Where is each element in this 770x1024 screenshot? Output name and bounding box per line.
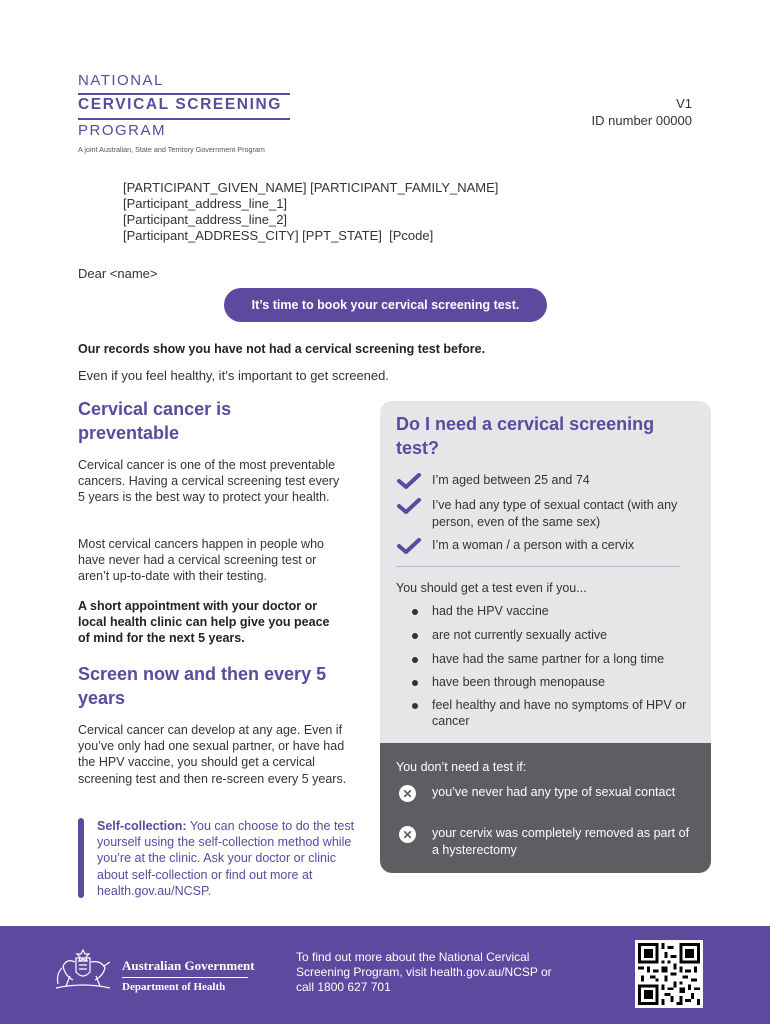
address-line: [Participant_address_line_2] (123, 212, 288, 227)
document-meta (592, 95, 692, 129)
bullet-icon (412, 703, 418, 709)
greeting: Dear <name> (78, 266, 158, 281)
gov-logo-rule (122, 977, 248, 978)
bullet-icon (412, 657, 418, 663)
self-collection-accent-bar (78, 818, 84, 898)
check-item (396, 472, 692, 490)
qr-code-icon[interactable] (635, 940, 703, 1008)
call-to-action-banner: It’s time to book your cervical screening test. (224, 288, 547, 322)
close-circle-icon: ✕ (399, 826, 416, 843)
version-label: V1 (676, 96, 692, 111)
heading-preventable: Cervical cancer is preventable (78, 399, 232, 443)
check-icon (396, 472, 422, 490)
paragraph-most-cancers: Most cervical cancers happen in people who have never had a cervical screening test or aren’t up-to-date with their testing. (78, 537, 324, 584)
paragraph-preventable: Cervical cancer is one of the most preventable cancers. Having a cervical screening test every 5 years is the best way to protect your health. (78, 458, 340, 505)
paragraph-short-appointment: A short appointment with your doctor or local health clinic can help give you peace of mind for the next 5 years. (78, 599, 330, 646)
healthy-statement: Even if you feel healthy, it’s important to get screened. (78, 368, 389, 383)
self-collection-text: You can choose to do the test yourself using the self-collection method while you’re at the clinic. Ask your doctor or clinic about self-collection or find out more at health.gov.au/NCSP. (97, 819, 355, 898)
list-item (412, 603, 697, 619)
logo-line-national: NATIONAL (78, 72, 164, 89)
gov-logo-line1: Australian Government (122, 958, 255, 973)
list-item (412, 627, 697, 643)
list-item-text: feel healthy and have no symptoms of HPV or cancer (432, 698, 687, 728)
close-circle-icon: ✕ (399, 785, 416, 802)
list-item (412, 674, 697, 690)
list-item-text: are not currently sexually active (432, 628, 608, 642)
logo-tagline: A joint Australian, State and Territory Government Program (78, 145, 265, 154)
id-number: ID number 00000 (591, 113, 692, 128)
check-item-text: I’ve had any type of sexual contact (with any person, even of the same sex) (432, 498, 678, 529)
check-icon (396, 497, 422, 515)
list-item-text: had the HPV vaccine (432, 604, 549, 618)
qr-code-graphic (638, 943, 700, 1005)
coat-of-arms-icon (48, 946, 118, 992)
heading-screen-now: Screen now and then every 5 years (78, 664, 327, 708)
address-line: [PARTICIPANT_GIVEN_NAME] [PARTICIPANT_FAMILY_NAME] (123, 180, 499, 195)
australian-government-logo (122, 958, 255, 993)
participant-address (123, 180, 498, 244)
exclusion-item (399, 825, 694, 858)
paragraph-develop-any-age: Cervical cancer can develop at any age. Even if you’ve only had one sexual partner, or have had the HPV vaccine, you should get a cervical screening test and then re-screen every 5 years. (78, 723, 347, 786)
logo-rule-bottom (78, 118, 290, 120)
check-item-text: I’m aged between 25 and 74 (432, 473, 590, 487)
logo-line-program: PROGRAM (78, 122, 167, 139)
self-collection-label: Self-collection: (97, 819, 187, 833)
logo-rule-top (78, 93, 290, 95)
check-icon (396, 537, 422, 555)
gov-logo-line2: Department of Health (122, 981, 226, 993)
bullet-icon (412, 680, 418, 686)
check-item-text: I’m a woman / a person with a cervix (432, 538, 635, 552)
list-item-text: have had the same partner for a long time (432, 652, 665, 666)
list-item (412, 697, 697, 729)
exclusion-item-text: your cervix was completely removed as part of a hysterectomy (432, 826, 690, 857)
list-item (412, 651, 697, 667)
address-line: [Participant_ADDRESS_CITY] [PPT_STATE] [Pcode] (123, 228, 434, 243)
exclusion-item-text: you’ve never had any type of sexual contact (432, 785, 676, 799)
self-collection-note (97, 818, 357, 899)
list-item-text: have been through menopause (432, 675, 606, 689)
bullet-icon (412, 633, 418, 639)
find-out-more-text: To find out more about the National Cervical Screening Program, visit health.gov.au/NCSP or call 1800 627 701 (296, 950, 552, 994)
bullet-icon (412, 609, 418, 615)
no-test-label: You don’t need a test if: (396, 760, 527, 774)
check-item (396, 497, 692, 531)
records-statement: Our records show you have not had a cervical screening test before. (78, 342, 486, 356)
logo-line-cervical-screening: CERVICAL SCREENING (78, 96, 282, 113)
check-item (396, 537, 692, 555)
should-test-label: You should get a test even if you... (396, 581, 587, 595)
address-line: [Participant_address_line_1] (123, 196, 288, 211)
panel-divider (396, 566, 680, 567)
panel-heading: Do I need a cervical screening test? (396, 414, 655, 458)
exclusion-item (399, 784, 694, 802)
